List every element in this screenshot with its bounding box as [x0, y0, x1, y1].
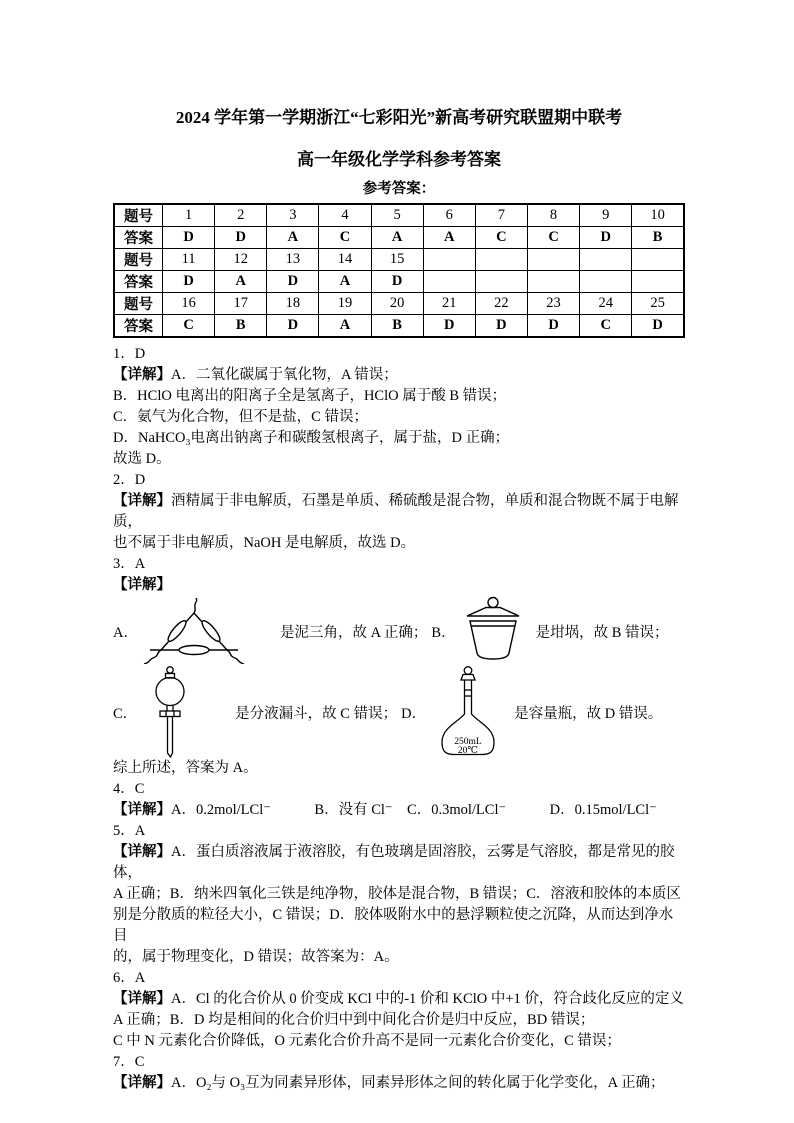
row-header-cell: 题号	[114, 293, 163, 315]
answer-cell: D	[580, 227, 632, 249]
answer-cell: D	[475, 315, 527, 338]
question-number-cell: 21	[423, 293, 475, 315]
question-number-cell: 14	[319, 249, 371, 271]
detail-text: C．氨气为化合物，但不是盐，C 错误；	[113, 409, 368, 425]
question-number-cell: 7	[475, 204, 527, 227]
option-d-caption: 是容量瓶，故 D 错误。	[514, 705, 663, 722]
detail-label: 【详解】	[113, 844, 171, 860]
detail-text: 别是分散质的粒径大小，C 错误；D．胶体吸附水中的悬浮颗粒使之沉降，从而达到净水目	[113, 907, 674, 944]
detail-text: 的，属于物理变化，D 错误；故答案为：A。	[113, 949, 399, 965]
question-number-cell: 8	[527, 204, 579, 227]
conclusion-text: 综上所述，答案为 A。	[113, 760, 258, 776]
question-number-cell: 13	[267, 249, 319, 271]
option-b-caption: 是坩埚，故 B 错误；	[535, 624, 669, 641]
detail-label: 【详解】	[113, 802, 171, 818]
question-number-cell: 2	[215, 204, 267, 227]
detail-line	[113, 365, 685, 386]
question-answer: 7．C	[113, 1054, 145, 1070]
answer-cell: D	[163, 271, 215, 293]
crucible-figure	[464, 596, 522, 666]
answer-cell: C	[580, 315, 632, 338]
detail-line	[113, 491, 685, 533]
question-number-cell: 3	[267, 204, 319, 227]
answer-cell: A	[319, 315, 371, 338]
exam-title: 2024 学年第一学期浙江“七彩阳光”新高考研究联盟期中联考	[175, 108, 623, 127]
detail-text: A．蛋白质溶液属于液溶胶，有色玻璃是固溶胶，云雾是气溶胶，都是常见的胶体，	[113, 844, 675, 881]
detail-label: 【详解】	[113, 367, 171, 383]
table-row	[114, 227, 684, 249]
detail-text: 也不属于非电解质，NaOH 是电解质，故选 D。	[113, 535, 416, 551]
detail-label: 【详解】	[113, 991, 171, 1007]
apparatus-row-ab	[113, 596, 685, 666]
question-answer: 2．D	[113, 472, 146, 488]
solution-section-1	[113, 344, 685, 470]
question-number-cell	[527, 249, 579, 271]
question-number-cell	[475, 271, 527, 293]
answer-table	[113, 203, 685, 338]
detail-text: A．二氧化碳属于氧化物，A 错误；	[171, 367, 398, 383]
table-row	[114, 315, 684, 338]
table-row	[114, 204, 684, 227]
answer-cell: B	[371, 315, 423, 338]
row-header-cell: 答案	[114, 315, 163, 338]
detail-line	[113, 842, 685, 884]
answer-cell: A	[267, 227, 319, 249]
separating-funnel-figure	[149, 666, 191, 758]
answer-cell: D	[371, 271, 423, 293]
question-number-cell: 10	[632, 204, 684, 227]
question-number-cell	[632, 249, 684, 271]
option-a-caption: 是泥三角，故 A 正确；	[279, 624, 428, 641]
question-number-cell	[527, 271, 579, 293]
detail-text: A．0.2mol/LCl⁻ B．没有 Cl⁻ C．0.3mol/LCl⁻ D．0.15mol/LCl⁻	[171, 802, 657, 818]
row-header-cell: 题号	[114, 204, 163, 227]
question-number-cell: 5	[371, 204, 423, 227]
detail-text: B．HClO 电离出的阳离子全是氢离子，HClO 属于酸 B 错误；	[113, 388, 507, 404]
question-number-cell	[423, 271, 475, 293]
answer-cell: A	[215, 271, 267, 293]
question-number-cell: 20	[371, 293, 423, 315]
answer-cell: B	[632, 227, 684, 249]
question-answer: 1．D	[113, 346, 146, 362]
question-number-cell	[580, 249, 632, 271]
detail-label: 【详解】	[113, 1075, 171, 1091]
answer-cell: C	[475, 227, 527, 249]
option-c-caption: 是分液漏斗，故 C 错误；	[235, 705, 398, 722]
option-a-prefix: A．	[113, 624, 138, 641]
detail-text: A 正确；B．D 均是相间的化合价归中到中间化合价是归中反应，BD 错误；	[113, 1012, 595, 1028]
question-number-cell: 15	[371, 249, 423, 271]
exam-subtitle: 高一年级化学学科参考答案	[297, 150, 501, 169]
solution-section-7	[113, 1052, 685, 1094]
flask-temp-label: 20℃	[458, 746, 479, 756]
table-row	[114, 249, 684, 271]
row-header-cell: 题号	[114, 249, 163, 271]
question-number-cell: 16	[163, 293, 215, 315]
question-number-cell	[423, 249, 475, 271]
answer-cell: A	[371, 227, 423, 249]
detail-text: 酒精属于非电解质，石墨是单质、稀硫酸是混合物，单质和混合物既不属于电解质，	[113, 493, 679, 530]
question-number-cell: 12	[215, 249, 267, 271]
question-number-cell: 1	[163, 204, 215, 227]
detail-line	[113, 989, 685, 1010]
solution-section-6	[113, 968, 685, 1052]
question-number-cell: 24	[580, 293, 632, 315]
answer-cell: D	[267, 315, 319, 338]
question-answer: 4．C	[113, 781, 145, 797]
apparatus-row-cd	[113, 666, 685, 758]
question-number-cell	[632, 271, 684, 293]
question-number-cell: 25	[632, 293, 684, 315]
question-number-cell: 6	[423, 204, 475, 227]
pipeclay-triangle-figure	[138, 598, 250, 664]
question-number-cell: 11	[163, 249, 215, 271]
answer-cell: C	[527, 227, 579, 249]
detail-text: 故选 D。	[113, 451, 171, 467]
table-row	[114, 293, 684, 315]
option-d-prefix: D．	[401, 705, 427, 722]
row-header-cell: 答案	[114, 271, 163, 293]
question-number-cell: 23	[527, 293, 579, 315]
answer-cell: D	[632, 315, 684, 338]
answers-heading: 参考答案：	[362, 181, 436, 197]
detail-label: 【详解】	[113, 493, 171, 509]
table-row	[114, 271, 684, 293]
answer-cell: A	[319, 271, 371, 293]
answer-cell: D	[163, 227, 215, 249]
question-number-cell: 18	[267, 293, 319, 315]
document-page	[113, 0, 685, 1094]
question-number-cell: 19	[319, 293, 371, 315]
question-number-cell	[580, 271, 632, 293]
detail-line	[113, 1073, 685, 1094]
question-answer: 5．A	[113, 823, 146, 839]
detail-label: 【详解】	[113, 577, 171, 593]
solution-section-4	[113, 779, 685, 821]
question-number-cell: 4	[319, 204, 371, 227]
detail-text: C 中 N 元素化合价降低，O 元素化合价升高不是同一元素化合价变化，C 错误；	[113, 1033, 621, 1049]
row-header-cell: 答案	[114, 227, 163, 249]
solution-section-5	[113, 821, 685, 968]
detail-line	[113, 575, 685, 596]
answer-cell: D	[423, 315, 475, 338]
question-number-cell: 9	[580, 204, 632, 227]
answer-cell: C	[319, 227, 371, 249]
answer-cell: C	[163, 315, 215, 338]
detail-text: A．O₂与 O₃互为同素异形体，同素异形体之间的转化属于化学变化，A 正确；	[171, 1075, 665, 1091]
detail-line	[113, 800, 685, 821]
option-c-prefix: C．	[113, 705, 138, 722]
answer-cell: D	[527, 315, 579, 338]
answer-cell: A	[423, 227, 475, 249]
solution-section-3	[113, 554, 685, 779]
answer-cell: D	[267, 271, 319, 293]
answer-cell: D	[215, 227, 267, 249]
question-number-cell	[475, 249, 527, 271]
answer-cell: B	[215, 315, 267, 338]
detail-text: D．NaHCO₃电离出钠离子和碳酸氢根离子，属于盐，D 正确；	[113, 430, 510, 446]
volumetric-flask-figure	[436, 666, 500, 758]
question-answer: 3．A	[113, 556, 146, 572]
solution-section-2	[113, 470, 685, 554]
question-number-cell: 22	[475, 293, 527, 315]
option-b-prefix: B．	[431, 624, 456, 641]
question-number-cell: 17	[215, 293, 267, 315]
detail-text: A．Cl 的化合价从 0 价变成 KCl 中的-1 价和 KClO 中+1 价，符合歧化反应的定义	[171, 991, 684, 1007]
question-answer: 6．A	[113, 970, 146, 986]
detail-text: A 正确；B．纳米四氧化三铁是纯净物，胶体是混合物，B 错误；C．溶液和胶体的本质区	[113, 886, 681, 902]
flask-volume-label: 250mL	[454, 737, 482, 747]
